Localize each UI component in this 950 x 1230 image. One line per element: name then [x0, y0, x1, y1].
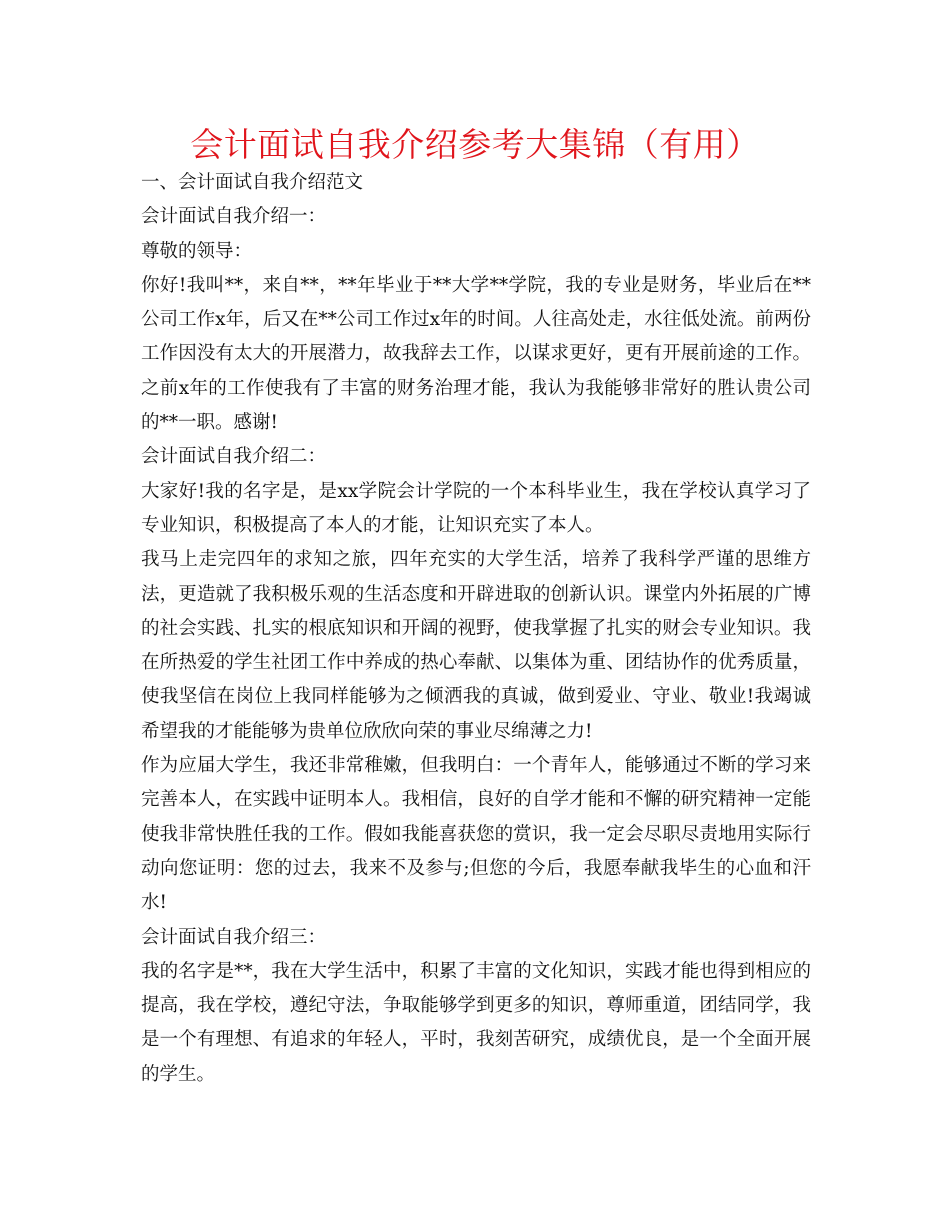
- body-paragraph: 作为应届大学生，我还非常稚嫩，但我明白：一个青年人，能够通过不断的学习来完善本人，在实践中证明本人。我相信，良好的自学才能和不懈的研究精神一定能使我非常快胜任我的工作。假如我能喜获您的赏识，我一定会尽职尽责地用实际行动向您证明：您的过去，我来不及参与;但您的今后，我愿奉献我毕生的心血和汗水!: [141, 755, 811, 914]
- body-paragraph: 大家好!我的名字是，是xx学院会计学院的一个本科毕业生，我在学校认真学习了专业知识，积极提高了本人的才能，让知识充实了本人。: [141, 480, 811, 536]
- body-paragraph: 我马上走完四年的求知之旅，四年充实的大学生活，培养了我科学严谨的思维方法，更造就了我积极乐观的生活态度和开辟进取的创新认识。课堂内外拓展的广博的社会实践、扎实的根底知识和开阔的视野，使我掌握了扎实的财会专业知识。我在所热爱的学生社团工作中养成的热心奉献、以集体为重、团结协作的优秀质量，使我坚信在岗位上我同样能够为之倾洒我的真诚，做到爱业、守业、敬业!我竭诚希望我的才能能够为贵单位欣欣向荣的事业尽绵薄之力!: [141, 549, 811, 742]
- subsection-heading: 会计面试自我介绍三：: [141, 926, 327, 948]
- salutation: 尊敬的领导：: [141, 240, 253, 262]
- subsection-heading: 会计面试自我介绍二：: [141, 446, 327, 468]
- document-title: 会计面试自我介绍参考大集锦（有用）: [190, 125, 760, 164]
- body-paragraph: 我的名字是**，我在大学生活中，积累了丰富的文化知识，实践才能也得到相应的提高，我在学校，遵纪守法，争取能够学到更多的知识，尊师重道，团结同学，我是一个有理想、有追求的年轻人，平时，我刻苦研究，成绩优良，是一个全面开展的学生。: [141, 960, 811, 1085]
- section-heading: 一、会计面试自我介绍范文: [141, 172, 364, 193]
- document-body: [141, 166, 811, 1092]
- subsection-heading: 会计面试自我介绍一：: [141, 206, 327, 228]
- body-paragraph: 你好!我叫**，来自**，**年毕业于**大学**学院，我的专业是财务，毕业后在**公司工作x年，后又在**公司工作过x年的时间。人往高处走，水往低处流。前两份工作因没有太大的开展潜力，故我辞去工作，以谋求更好，更有开展前途的工作。之前x年的工作使我有了丰富的财务治理才能，我认为我能够非常好的胜认贵公司的**一职。感谢!: [141, 274, 811, 434]
